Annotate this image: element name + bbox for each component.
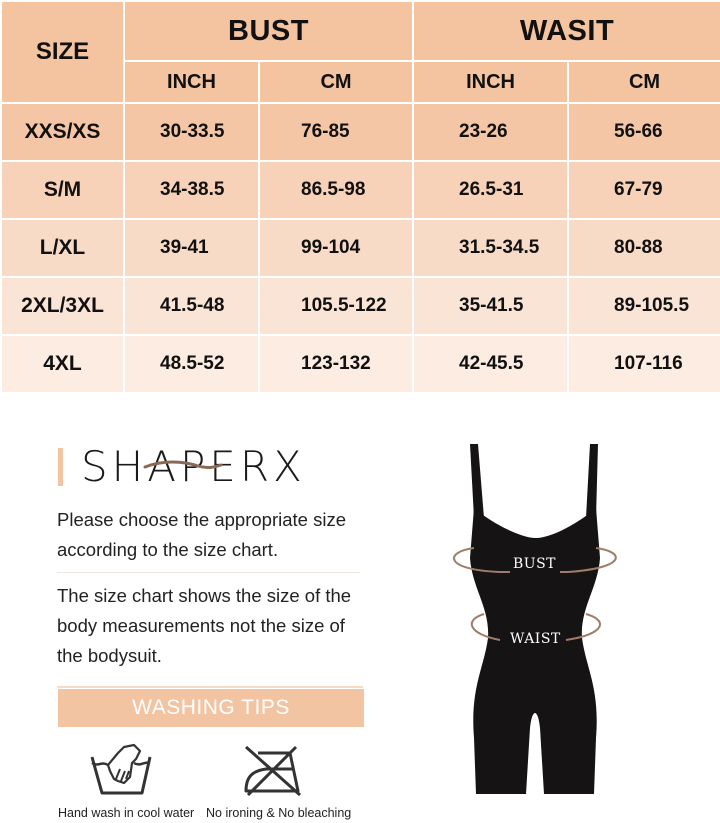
bust-cm-cell: 76-85 bbox=[259, 103, 413, 161]
waist-inch-header: INCH bbox=[413, 61, 568, 103]
table-row bbox=[1, 161, 720, 219]
table-row bbox=[1, 335, 720, 393]
bust-cm-cell: 123-132 bbox=[259, 335, 413, 393]
bust-cm-header: CM bbox=[259, 61, 413, 103]
bust-inch-cell: 34-38.5 bbox=[124, 161, 259, 219]
size-cell: 4XL bbox=[1, 335, 124, 393]
waist-cm-cell: 89-105.5 bbox=[568, 277, 720, 335]
bust-measure-label: BUST bbox=[513, 556, 557, 572]
bust-cm-cell: 105.5-122 bbox=[259, 277, 413, 335]
size-cell: L/XL bbox=[1, 219, 124, 277]
size-advice-text: Please choose the appropriate size according to the size chart. bbox=[57, 509, 346, 560]
waist-cm-header: CM bbox=[568, 61, 720, 103]
table-row bbox=[1, 277, 720, 335]
waist-inch-cell: 26.5-31 bbox=[413, 161, 568, 219]
bust-cm-cell: 86.5-98 bbox=[259, 161, 413, 219]
size-cell: 2XL/3XL bbox=[1, 277, 124, 335]
brand-swoosh-icon bbox=[143, 458, 223, 472]
bust-cm-cell: 99-104 bbox=[259, 219, 413, 277]
size-header: SIZE bbox=[1, 1, 124, 103]
measurement-note-text: The size chart shows the size of the body measurements not the size of the bodysuit. bbox=[57, 585, 352, 666]
bust-inch-cell: 30-33.5 bbox=[124, 103, 259, 161]
no-iron-icon bbox=[240, 745, 304, 797]
brand-name: SHAPERX bbox=[81, 442, 306, 491]
waist-inch-cell: 23-26 bbox=[413, 103, 568, 161]
waist-header: WASIT bbox=[413, 1, 720, 61]
hand-wash-label: Hand wash in cool water bbox=[58, 806, 195, 820]
brand-logo bbox=[58, 442, 306, 491]
bust-inch-cell: 41.5-48 bbox=[124, 277, 259, 335]
bodysuit-image bbox=[440, 438, 630, 798]
bust-inch-header: INCH bbox=[124, 61, 259, 103]
bust-header: BUST bbox=[124, 1, 413, 61]
washing-tips-banner: WASHING TIPS bbox=[58, 689, 364, 727]
size-chart-table bbox=[0, 0, 720, 394]
size-cell: XXS/XS bbox=[1, 103, 124, 161]
waist-measure-label: WAIST bbox=[510, 631, 561, 647]
divider bbox=[57, 686, 363, 688]
waist-inch-cell: 42-45.5 bbox=[413, 335, 568, 393]
waist-cm-cell: 56-66 bbox=[568, 103, 720, 161]
waist-inch-cell: 31.5-34.5 bbox=[413, 219, 568, 277]
hand-wash-icon bbox=[88, 741, 154, 797]
table-row bbox=[1, 103, 720, 161]
bust-inch-cell: 39-41 bbox=[124, 219, 259, 277]
divider bbox=[57, 572, 360, 573]
size-cell: S/M bbox=[1, 161, 124, 219]
waist-cm-cell: 107-116 bbox=[568, 335, 720, 393]
waist-cm-cell: 80-88 bbox=[568, 219, 720, 277]
waist-inch-cell: 35-41.5 bbox=[413, 277, 568, 335]
bust-inch-cell: 48.5-52 bbox=[124, 335, 259, 393]
table-row bbox=[1, 219, 720, 277]
brand-accent-bar bbox=[58, 448, 63, 486]
waist-cm-cell: 67-79 bbox=[568, 161, 720, 219]
no-iron-label: No ironing & No bleaching bbox=[206, 806, 352, 820]
